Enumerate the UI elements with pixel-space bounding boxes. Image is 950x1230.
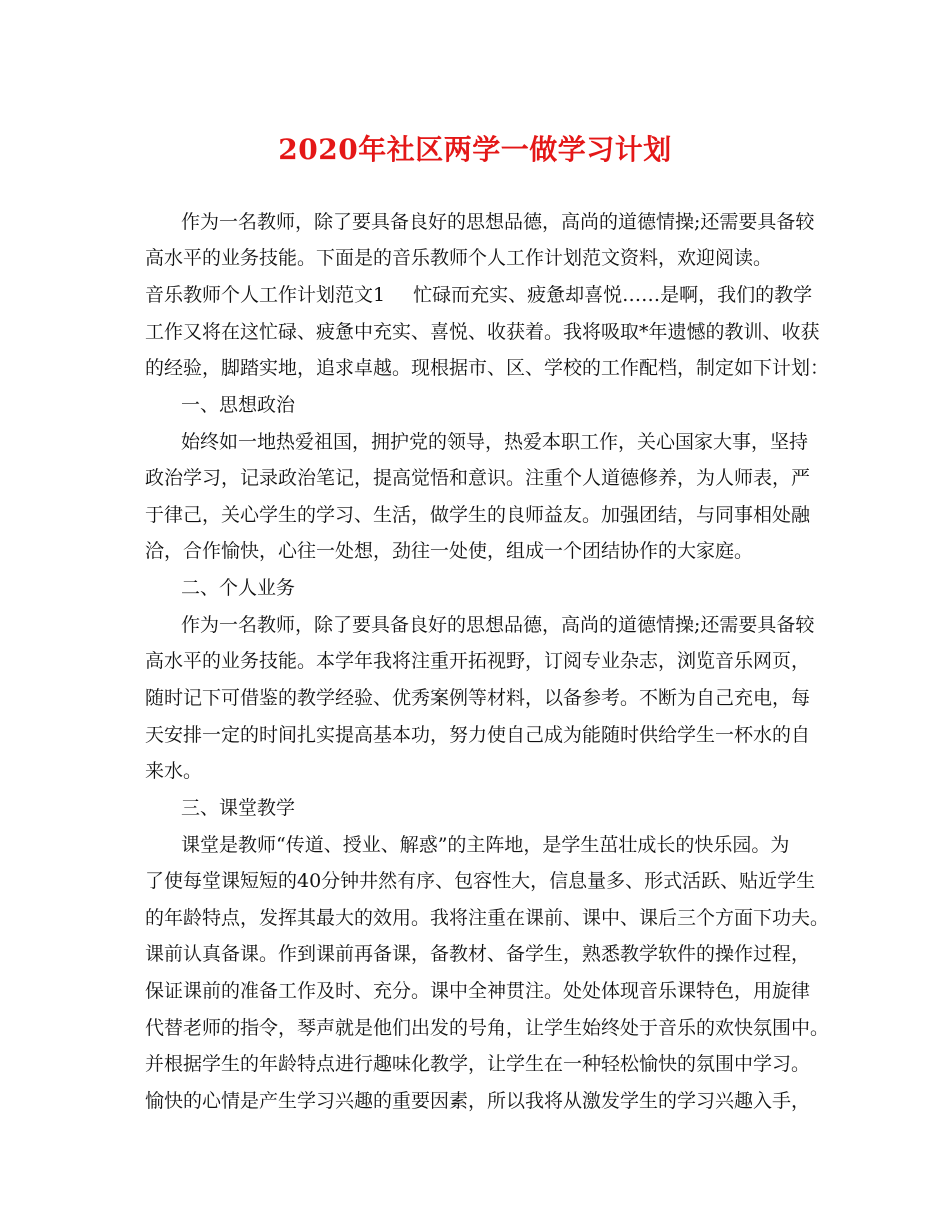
paragraph-line: 的经验，脚踏实地，追求卓越。现根据市、区、学校的工作配档，制定如下计划：	[145, 357, 830, 379]
paragraph-line: 始终如一地热爱祖国，拥护党的领导，热爱本职工作，关心国家大事，坚持	[181, 431, 809, 453]
paragraph-line: 作为一名教师，除了要具备良好的思想品德，高尚的道德情操;还需要具备较	[181, 614, 815, 636]
paragraph-line: 愉快的心情是产生学习兴趣的重要因素，所以我将从激发学生的学习兴趣入手，	[145, 1090, 811, 1112]
sample-opening: 忙碌而充实、疲惫却喜悦……是啊，我们的教学	[413, 284, 813, 306]
section-heading-personal: 二、个人业务	[181, 577, 296, 599]
paragraph-line: 洽，合作愉快，心往一处想，劲往一处使，组成一个团结协作的大家庭。	[145, 540, 754, 562]
intro-line-2: 高水平的业务技能。下面是的音乐教师个人工作计划范文资料，欢迎阅读。	[145, 247, 773, 269]
paragraph-line: 代替老师的指令，琴声就是他们出发的号角，让学生始终处于音乐的欢快氛围中。	[145, 1017, 830, 1039]
intro-line-1: 作为一名教师，除了要具备良好的思想品德，高尚的道德情操;还需要具备较	[181, 211, 815, 233]
paragraph-line: 课堂是教师“传道、授业、解惑”的主阵地，是学生茁壮成长的快乐园。为	[181, 834, 790, 856]
paragraph-line: 保证课前的准备工作及时、充分。课中全神贯注。处处体现音乐课特色，用旋律	[145, 980, 811, 1002]
paragraph-line: 了使每堂课短短的40分钟井然有序、包容性大，信息量多、形式活跃、贴近学生	[145, 870, 816, 892]
paragraph-line: 随时记下可借鉴的教学经验、优秀案例等材料，以备参考。不断为自己充电，每	[145, 687, 811, 709]
document-title: 2020年社区两学一做学习计划	[278, 133, 672, 166]
paragraph-line: 课前认真备课。作到课前再备课，备教材、备学生，熟悉教学软件的操作过程，	[145, 943, 811, 965]
paragraph-line: 并根据学生的年龄特点进行趣味化教学，让学生在一种轻松愉快的氛围中学习。	[145, 1053, 811, 1075]
section-heading-classroom: 三、课堂教学	[181, 797, 296, 819]
paragraph-line: 来水。	[145, 760, 203, 782]
section-heading-politics: 一、思想政治	[181, 394, 296, 416]
paragraph-line: 天安排一定的时间扎实提高基本功，努力使自己成为能随时供给学生一杯水的自	[145, 724, 811, 746]
paragraph-line: 高水平的业务技能。本学年我将注重开拓视野，订阅专业杂志，浏览音乐网页，	[145, 650, 811, 672]
paragraph-line: 于律己，关心学生的学习、生活，做学生的良师益友。加强团结，与同事相处融	[145, 504, 811, 526]
sample-heading: 音乐教师个人工作计划范文1	[145, 284, 386, 306]
paragraph-line: 政治学习，记录政治笔记，提高觉悟和意识。注重个人道德修养，为人师表，严	[145, 467, 811, 489]
paragraph-line: 工作又将在这忙碌、疲惫中充实、喜悦、收获着。我将吸取*年遗憾的教训、收获	[145, 321, 820, 343]
sample-heading-line	[145, 283, 812, 307]
paragraph-line: 的年龄特点，发挥其最大的效用。我将注重在课前、课中、课后三个方面下功夫。	[145, 907, 830, 929]
